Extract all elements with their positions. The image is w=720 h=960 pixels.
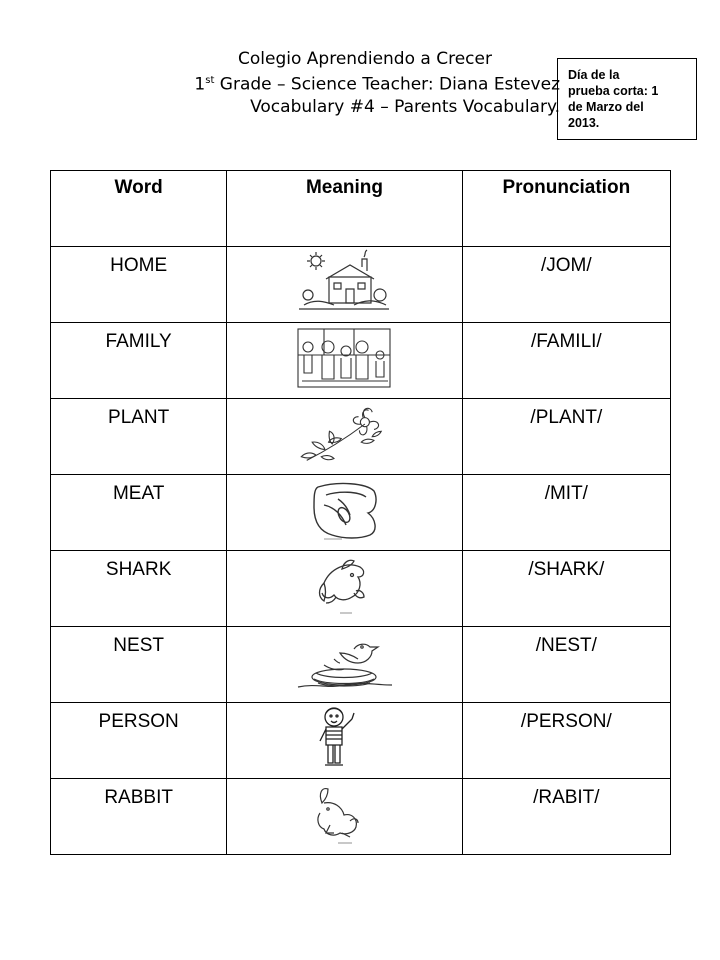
table-row: [51, 551, 671, 627]
meaning-cell: [227, 247, 462, 323]
table-row: [51, 703, 671, 779]
quiz-date-note: [557, 58, 697, 140]
word-cell: FAMILY: [51, 323, 227, 399]
meaning-cell: [227, 779, 462, 855]
header-meaning: Meaning: [227, 171, 462, 247]
document-header: [130, 48, 560, 118]
word-cell: PLANT: [51, 399, 227, 475]
pronunciation-cell: /PERSON/: [462, 703, 670, 779]
table-row: [51, 779, 671, 855]
meaning-cell: [227, 551, 462, 627]
quiz-note-line: Día de la: [568, 68, 620, 82]
grade-teacher-text: Grade – Science Teacher: Diana Estevez: [214, 74, 560, 95]
boy-icon: [294, 705, 394, 771]
header-pronunciation: Pronunciation: [462, 171, 670, 247]
table-row: [51, 475, 671, 551]
grade-suffix: st: [205, 75, 215, 86]
table-row: [51, 323, 671, 399]
family-icon: [294, 325, 394, 391]
meaning-cell: [227, 627, 462, 703]
house-icon: [294, 249, 394, 315]
flower-icon: [294, 401, 394, 467]
quiz-note-line: prueba corta: 1: [568, 84, 659, 98]
grade-number: 1: [194, 74, 206, 95]
table-row: [51, 399, 671, 475]
quiz-note-line: de Marzo del: [568, 100, 644, 114]
vocabulary-title: Vocabulary #4 – Parents Vocabulary.: [250, 96, 560, 117]
word-cell: NEST: [51, 627, 227, 703]
pronunciation-cell: /JOM/: [462, 247, 670, 323]
meaning-cell: [227, 703, 462, 779]
steak-icon: [294, 477, 394, 543]
meaning-cell: [227, 323, 462, 399]
vocabulary-table: [50, 170, 671, 855]
rabbit-icon: [294, 781, 394, 847]
word-cell: RABBIT: [51, 779, 227, 855]
meaning-cell: [227, 475, 462, 551]
pronunciation-cell: /FAMILI/: [462, 323, 670, 399]
table-row: [51, 247, 671, 323]
pronunciation-cell: /PLANT/: [462, 399, 670, 475]
pronunciation-cell: /RABIT/: [462, 779, 670, 855]
header-word: Word: [51, 171, 227, 247]
pronunciation-cell: /MIT/: [462, 475, 670, 551]
school-name: Colegio Aprendiendo a Crecer: [238, 49, 492, 69]
shark-icon: [294, 553, 394, 619]
word-cell: SHARK: [51, 551, 227, 627]
pronunciation-cell: /SHARK/: [462, 551, 670, 627]
table-row: [51, 627, 671, 703]
word-cell: MEAT: [51, 475, 227, 551]
quiz-note-line: 2013.: [568, 116, 600, 130]
word-cell: HOME: [51, 247, 227, 323]
bird-nest-icon: [294, 629, 394, 695]
pronunciation-cell: /NEST/: [462, 627, 670, 703]
table-header-row: [51, 171, 671, 247]
word-cell: PERSON: [51, 703, 227, 779]
grade-line: [130, 70, 560, 96]
meaning-cell: [227, 399, 462, 475]
